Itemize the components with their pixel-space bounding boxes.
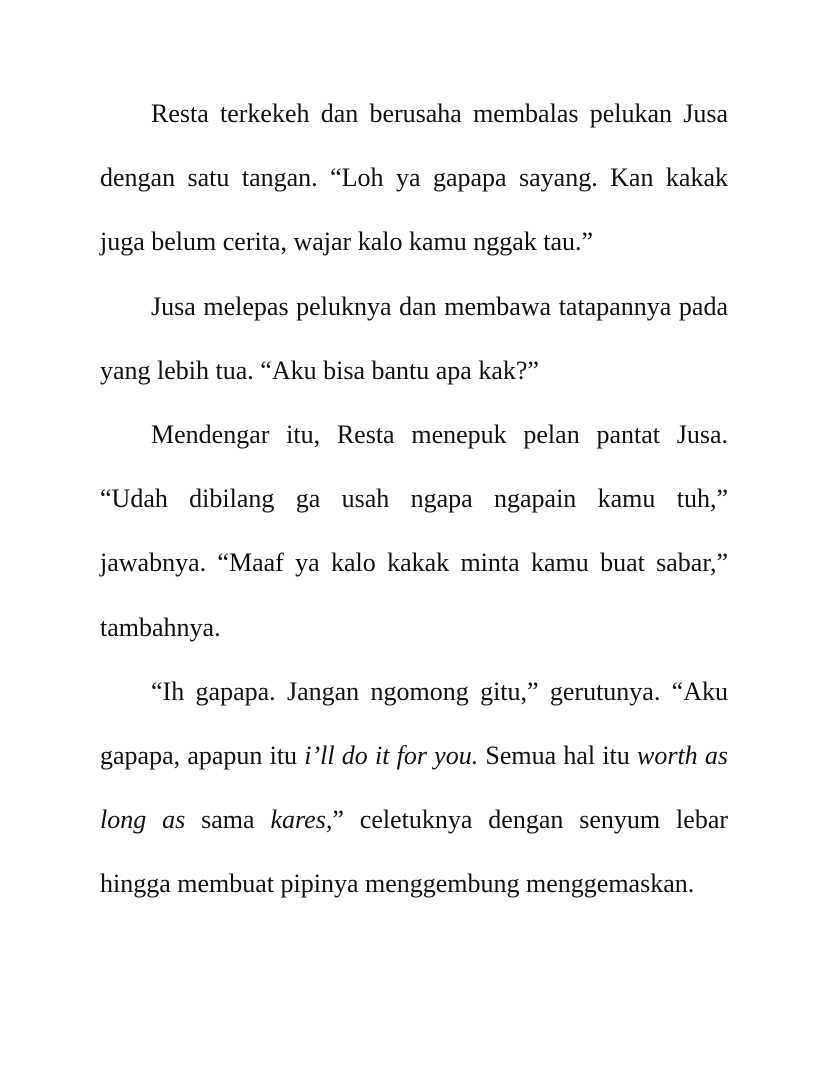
italic-phrase: worth as long as xyxy=(100,741,728,835)
paragraph-text: Resta terkekeh dan berusaha membalas pelukan Jusa dengan satu tangan. “Loh ya gapapa sayang. Kan kakak juga belum cerita, wajar kalo kamu nggak tau.” xyxy=(100,99,728,257)
document-body xyxy=(100,82,728,917)
paragraph-4 xyxy=(100,660,728,917)
paragraph-1 xyxy=(100,82,728,275)
paragraph-text: Jusa melepas peluknya dan membawa tatapannya pada yang lebih tua. “Aku bisa bantu apa kak?” xyxy=(100,291,728,385)
paragraph-2 xyxy=(100,275,728,403)
paragraph-text: sama xyxy=(185,805,271,835)
paragraph-text: ” celetuknya dengan senyum lebar hingga membuat pipinya menggembung menggemaskan. xyxy=(100,805,729,899)
italic-phrase: kares, xyxy=(270,805,333,835)
paragraph-text: Mendengar itu, Resta menepuk pelan pantat Jusa. “Udah dibilang ga usah ngapa ngapain kamu tuh,” jawabnya. “Maaf ya kalo kakak minta kamu buat sabar,” tambahnya. xyxy=(100,420,728,642)
italic-phrase: i’ll do it for you. xyxy=(304,741,479,771)
paragraph-3 xyxy=(100,403,728,660)
paragraph-text: “Ih gapapa. Jangan ngomong gitu,” gerutunya. “Aku gapapa, apapun itu xyxy=(100,676,728,771)
paragraph-text: Semua hal itu xyxy=(478,741,637,771)
